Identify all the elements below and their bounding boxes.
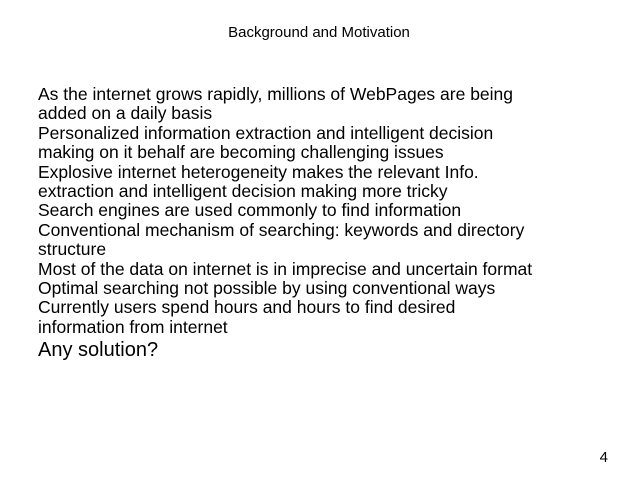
body-line: Conventional mechanism of searching: keywords and directory — [38, 219, 525, 240]
body-line: making on it behalf are becoming challenging issues — [38, 142, 444, 163]
closing-question: Any solution? — [38, 339, 159, 362]
slide-title: Background and Motivation — [228, 24, 410, 41]
body-line: extraction and intelligent decision making more tricky — [38, 181, 448, 202]
body-line: added on a daily basis — [38, 103, 213, 124]
body-line: Explosive internet heterogeneity makes the relevant Info. — [38, 161, 479, 182]
body-line: As the internet grows rapidly, millions of WebPages are being — [38, 84, 514, 104]
page-number: 4 — [599, 449, 608, 466]
body-line: Search engines are used commonly to find information — [38, 200, 462, 221]
body-line: Optimal searching not possible by using conventional ways — [38, 278, 496, 299]
body-line: structure — [38, 239, 107, 260]
body-line: Currently users spend hours and hours to find desired — [38, 297, 456, 318]
slide-body — [38, 85, 628, 362]
body-line: information from internet — [38, 316, 228, 337]
body-line: Most of the data on internet is in imprecise and uncertain format — [38, 258, 533, 279]
body-line: Personalized information extraction and intelligent decision — [38, 122, 494, 143]
